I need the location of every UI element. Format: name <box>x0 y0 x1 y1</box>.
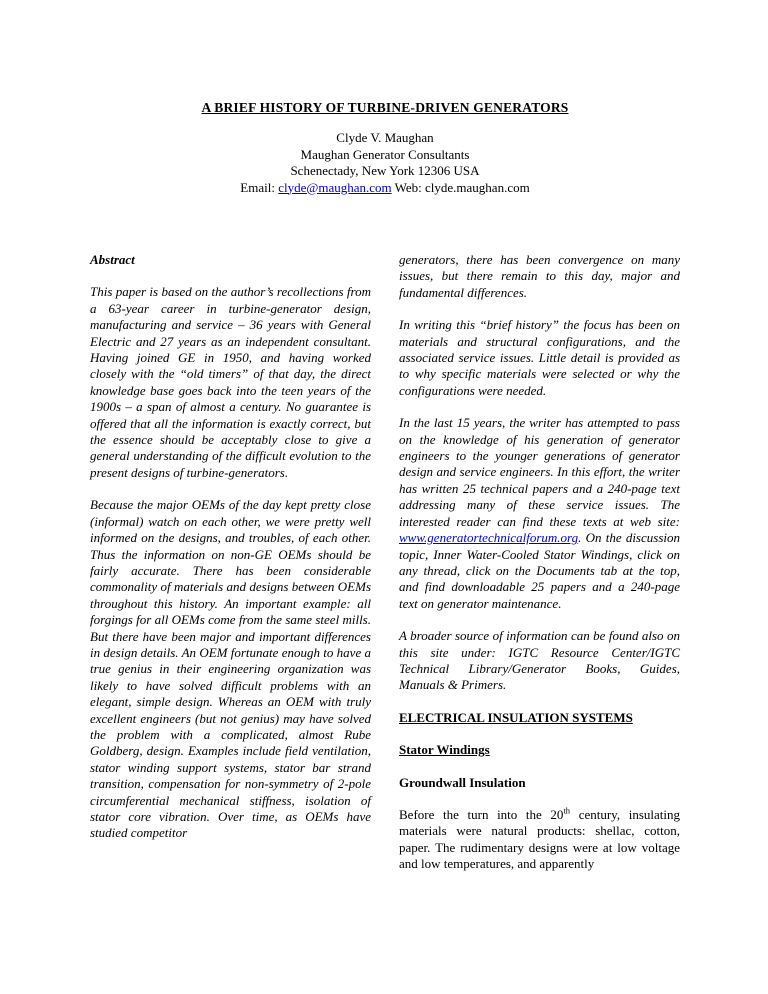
section-heading-electrical-insulation-systems: ELECTRICAL INSULATION SYSTEMS <box>399 709 633 725</box>
body-paragraph-broader-source: A broader source of information can be found also on this site under: IGTC Resource Center/IGTC Technical Library/Generator Books, Guides, Manuals & Primers. <box>399 628 680 693</box>
abstract-paragraph-1: This paper is based on the author’s recollections from a 63-year career in turbine-generator design, manufacturing and service – 36 years with General Electric and 27 years as an independent consultant. Having joined GE in 1950, and having worked closely with the “old timers” of that day, the direct knowledge base goes back into the teen years of the 1900s – a span of almost a century. No guarantee is offered that all the information is exactly correct, but the essence should be acceptably close to give a general understanding of the difficult evolution to the present designs of turbine-generators. <box>90 284 371 480</box>
right-column <box>399 252 680 889</box>
body-paragraph-focus: In writing this “brief history” the focus has been on materials and structural configurations, and the associated service issues. Little detail is provided as to why specific materials were selected or why the configurations were needed. <box>399 317 680 398</box>
paragraph-text-before-link: In the last 15 years, the writer has attempted to pass on the knowledge of his generation of generator engineers to the younger generations of generator design and service engineers. In this effort, the writer has written 25 technical papers and a 240-page text addressing many of these service issues. The interested reader can find these texts at web site: <box>399 415 680 529</box>
groundwall-text-before-sup: Before the turn into the 20 <box>399 806 564 822</box>
abstract-paragraph-2: Because the major OEMs of the day kept pretty close (informal) watch on each other, we were pretty well informed on the designs, and troubles, of each other. Thus the information on non-GE OEMs should be fairly accurate. There has been considerable commonality of materials and designs between OEMs throughout this history. An important example: all forgings for all OEMs come from the same steel mills. But there have been major and important differences in design details. An OEM fortunate enough to have a true genius in their engineering organization was likely to have solved difficult problems with an elegant, simple design. Whereas an OEM with truly excellent engineers (but not genius) may have solved the problem with a complicated, almost Rube Goldberg, design. Examples include field ventilation, stator winding support systems, stator bar strand transition, compensation for non-symmetry of 2-pole circumferential mechanical stiffness, isolation of stator core vibration. Over time, as OEMs have studied competitor <box>90 497 371 841</box>
two-column-body <box>90 252 680 889</box>
author-company: Maughan Generator Consultants <box>300 146 470 162</box>
subsection-heading-groundwall-insulation: Groundwall Insulation <box>399 774 526 790</box>
groundwall-text-after-sup: century, insulating materials were natural products: shellac, cotton, paper. The rudimentary designs were at low voltage and low temperatures, and apparently <box>399 806 680 872</box>
forum-link[interactable]: www.generatortechnicalforum.org <box>399 530 579 546</box>
paragraph-text-after-link: . On the discussion topic, Inner Water-Cooled Stator Windings, click on any thread, click on the Documents tab at the top, and find downloadable 25 papers and a 240-page text on generator maintenance. <box>399 530 680 611</box>
author-block <box>90 130 680 196</box>
left-column <box>90 252 371 889</box>
email-label: Email: <box>240 179 279 195</box>
email-link[interactable]: clyde@maughan.com <box>278 179 392 195</box>
superscript-th: th <box>563 805 571 816</box>
body-paragraph-texts <box>399 415 680 612</box>
body-paragraph-groundwall <box>399 807 680 873</box>
abstract-heading: Abstract <box>90 252 135 267</box>
author-location: Schenectady, New York 12306 USA <box>290 163 480 178</box>
contact-line <box>90 180 680 197</box>
body-paragraph-convergence: generators, there has been convergence on many issues, but there remain to this day, major and fundamental differences. <box>399 252 680 300</box>
page-title: A BRIEF HISTORY OF TURBINE-DRIVEN GENERATORS <box>201 100 569 115</box>
subsection-heading-stator-windings: Stator Windings <box>399 742 490 758</box>
web-label: Web: clyde.maughan.com <box>391 179 530 195</box>
author-name: Clyde V. Maughan <box>336 130 434 145</box>
